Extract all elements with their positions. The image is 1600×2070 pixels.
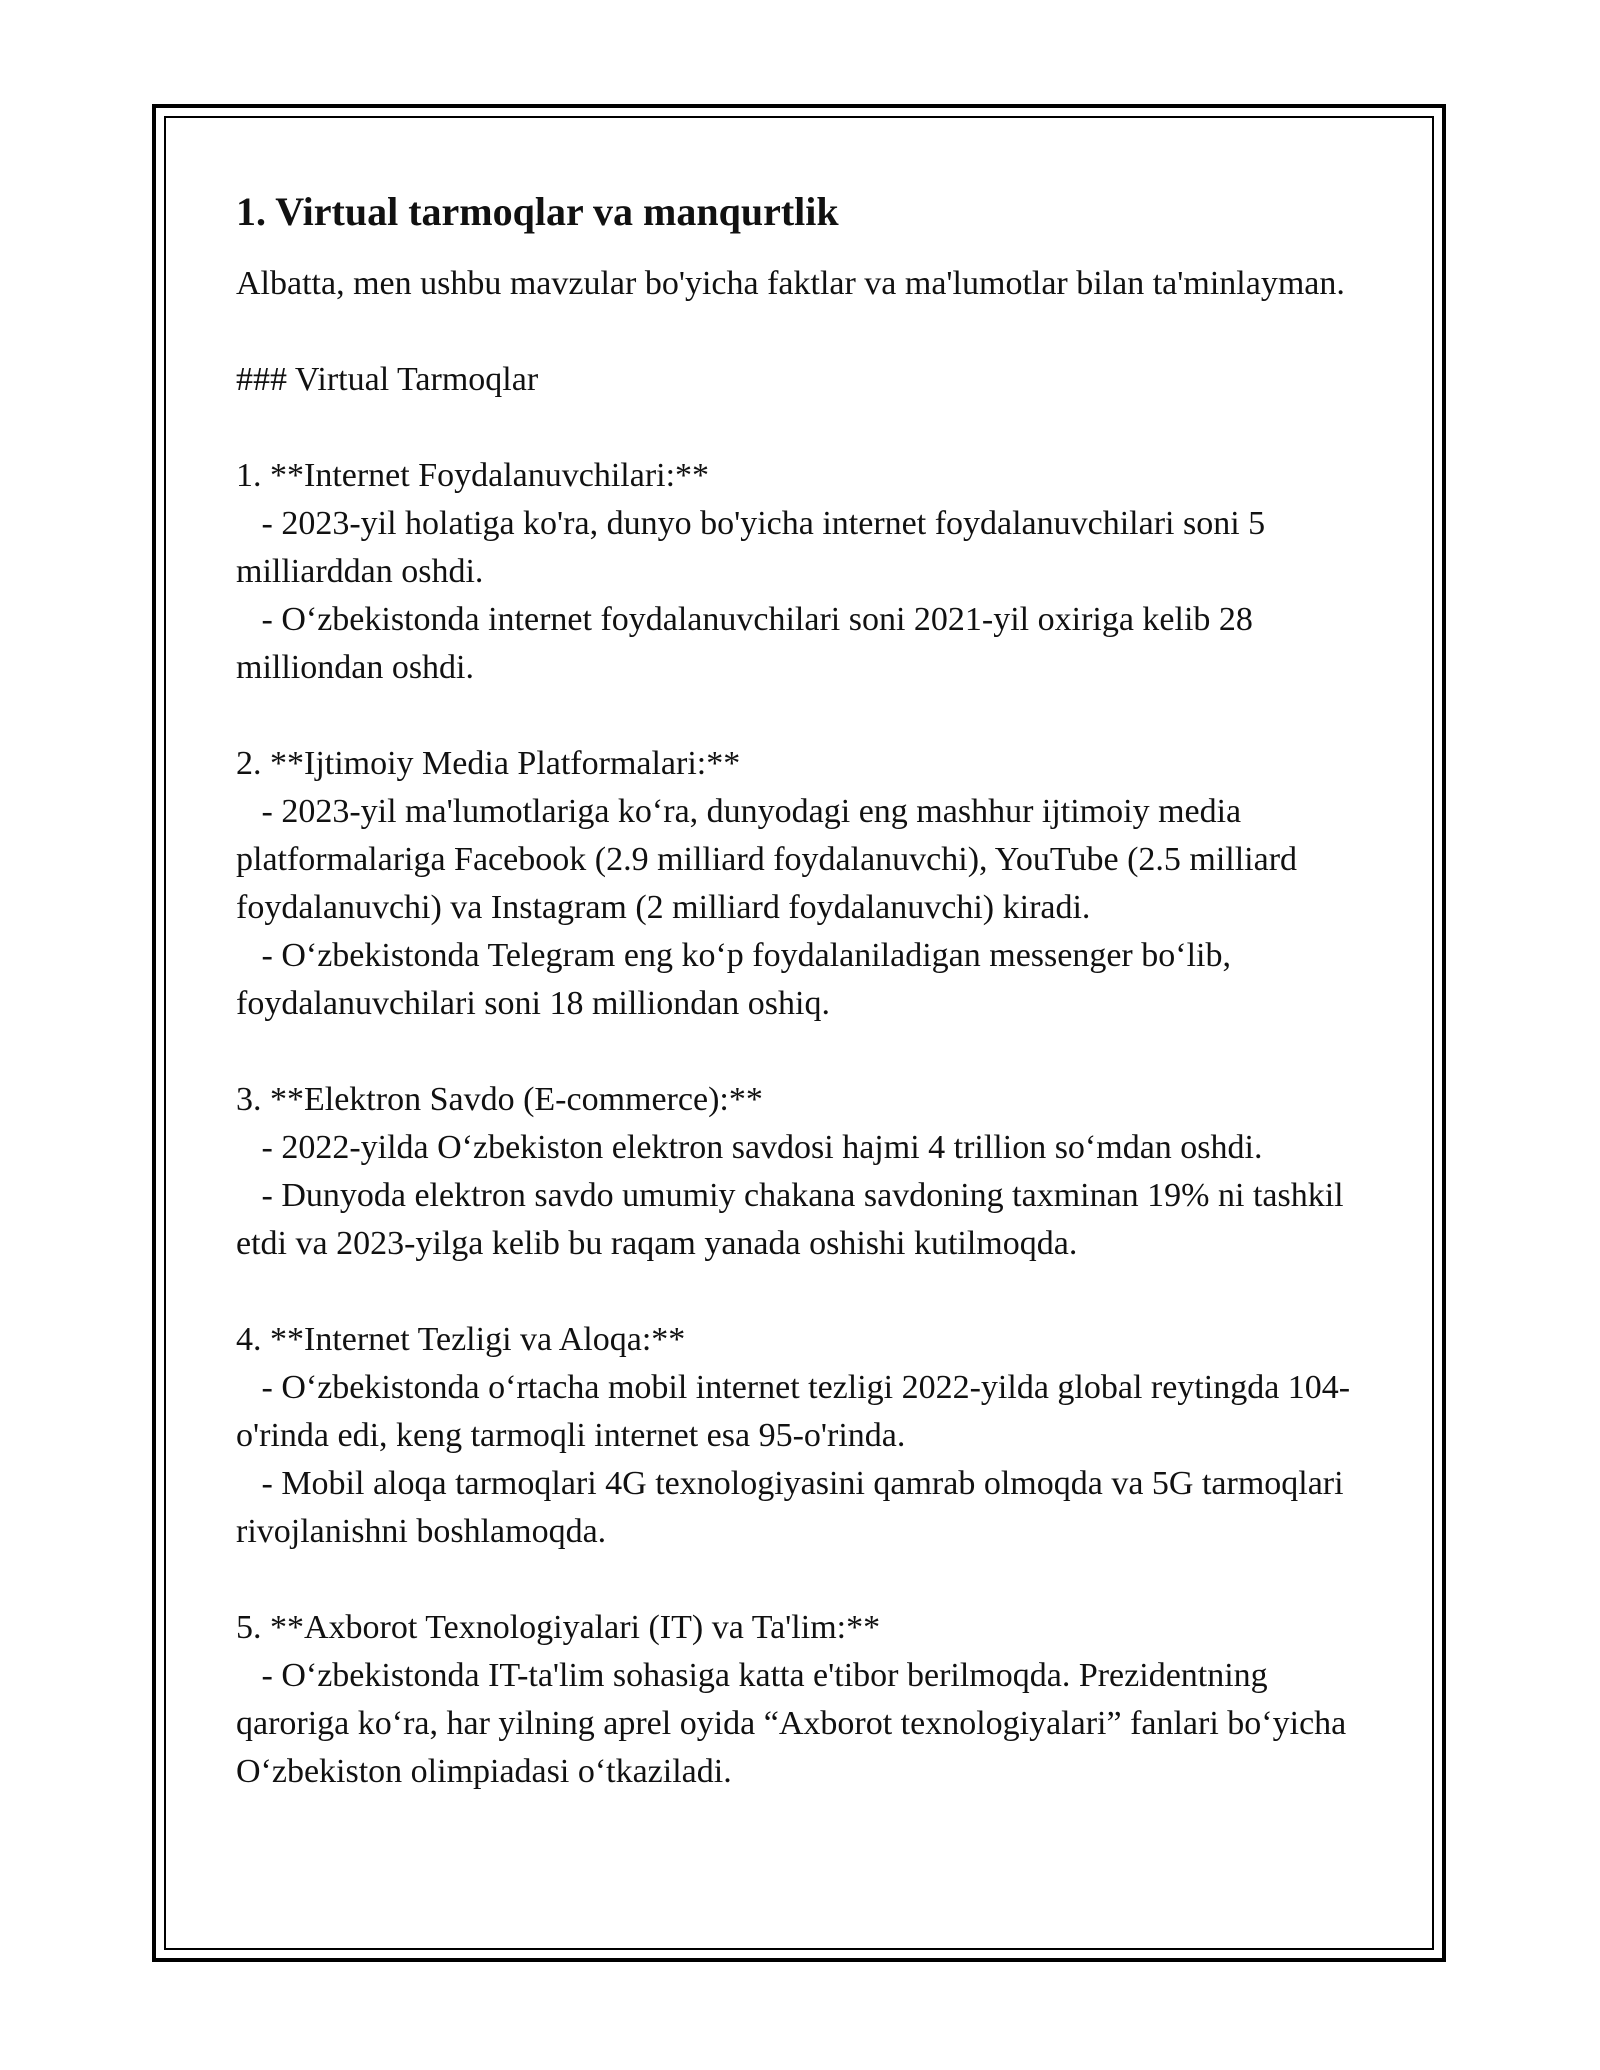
spacer: [236, 1556, 1376, 1604]
list-item: [236, 452, 1376, 692]
list-item-bullet: - O‘zbekistonda o‘rtacha mobil internet tezligi 2022-yilda global reytingda 104-o'rinda edi, keng tarmoqli internet esa 95-o'rinda.: [236, 1369, 1351, 1454]
spacer: [236, 1028, 1376, 1076]
list-item-heading: 3. **Elektron Savdo (E-commerce):**: [236, 1081, 763, 1118]
list-item: [236, 1604, 1376, 1796]
list-item-bullet: - O‘zbekistonda IT-ta'lim sohasiga katta e'tibor berilmoqda. Prezidentning qaroriga ko‘ra, har yilning aprel oyida “Axborot texnologiyalari” fanlari bo‘yicha O‘zbekiston olimpiadasi o‘tkaziladi.: [236, 1657, 1355, 1790]
list-item-bullet: - Dunyoda elektron savdo umumiy chakana savdoning taxminan 19% ni tashkil etdi va 2023-yilga kelib bu raqam yanada oshishi kutilmoqda.: [236, 1177, 1353, 1262]
list-item-bullet: - 2023-yil ma'lumotlariga ko‘ra, dunyodagi eng mashhur ijtimoiy media platformalariga Facebook (2.9 milliard foydalanuvchi), YouTube (2.5 milliard foydalanuvchi) va Instagram (2 milliard foydalanuvchi) kiradi.: [236, 793, 1306, 926]
list-item-bullet: - 2023-yil holatiga ko'ra, dunyo bo'yicha internet foydalanuvchilari soni 5 milliarddan oshdi.: [236, 505, 1274, 590]
section-heading: ### Virtual Tarmoqlar: [236, 361, 539, 398]
list-item-bullet: - O‘zbekistonda Telegram eng ko‘p foydalaniladigan messenger bo‘lib, foydalanuvchilari soni 18 milliondan oshiq.: [236, 937, 1240, 1022]
list-item-bullet: - O‘zbekistonda internet foydalanuvchilari soni 2021-yil oxiriga kelib 28 milliondan oshdi.: [236, 601, 1262, 686]
spacer: [236, 308, 1376, 356]
list-item-bullet: - Mobil aloqa tarmoqlari 4G texnologiyasini qamrab olmoqda va 5G tarmoqlari rivojlanishni boshlamoqda.: [236, 1465, 1353, 1550]
list-item-heading: 2. **Ijtimoiy Media Platformalari:**: [236, 745, 741, 782]
intro-paragraph: Albatta, men ushbu mavzular bo'yicha faktlar va ma'lumotlar bilan ta'minlayman.: [236, 265, 1345, 302]
document-body: [236, 186, 1376, 1796]
spacer: [236, 404, 1376, 452]
spacer: [236, 1268, 1376, 1316]
list-item: [236, 1076, 1376, 1268]
list-item-heading: 1. **Internet Foydalanuvchilari:**: [236, 457, 710, 494]
list-item-bullet: - 2022-yilda O‘zbekiston elektron savdosi hajmi 4 trillion so‘mdan oshdi.: [236, 1129, 1263, 1166]
list-item: [236, 1316, 1376, 1556]
spacer: [236, 692, 1376, 740]
list-item-heading: 4. **Internet Tezligi va Aloqa:**: [236, 1321, 686, 1358]
list-item-heading: 5. **Axborot Texnologiyalari (IT) va Ta'lim:**: [236, 1609, 881, 1646]
list-item: [236, 740, 1376, 1028]
document-title: 1. Virtual tarmoqlar va manqurtlik: [236, 189, 839, 234]
